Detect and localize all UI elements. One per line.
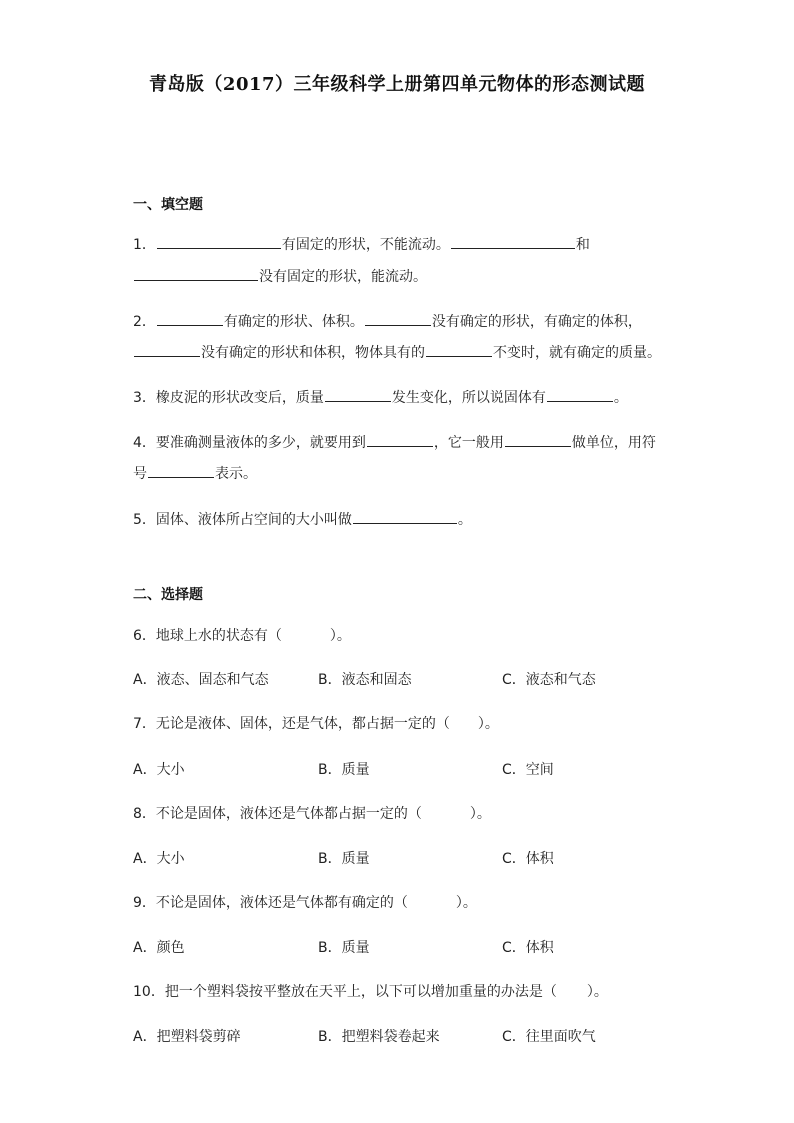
question-8-option-a[interactable]: A．大小 (133, 851, 185, 867)
question-10-option-c[interactable]: C．往里面吹气 (502, 1029, 596, 1045)
question-6-option-b[interactable]: B．液态和固态 (318, 672, 412, 688)
answer-blank[interactable] (365, 310, 431, 326)
question-2-number: 2． (133, 314, 156, 330)
answer-blank[interactable] (426, 341, 492, 357)
question-9-option-b[interactable]: B．质量 (318, 940, 370, 956)
question-6-option-a[interactable]: A．液态、固态和气态 (133, 672, 269, 688)
question-5 (133, 508, 472, 529)
question-7-option-c[interactable]: C．空间 (502, 762, 554, 778)
question-4-text: 表示。 (215, 466, 257, 482)
question-3-text: 发生变化，所以说固体有 (391, 390, 546, 406)
answer-blank[interactable] (353, 508, 457, 524)
question-4-text: 号 (133, 466, 147, 482)
question-10-stem (133, 981, 608, 1001)
question-2-line-2 (133, 341, 661, 362)
question-7-option-a[interactable]: A．大小 (133, 762, 185, 778)
question-3-text: 3．橡皮泥的形状改变后，质量 (133, 390, 324, 406)
answer-blank[interactable] (547, 386, 613, 402)
question-1-text: 和 (575, 237, 590, 253)
section-heading-choice: 二、选择题 (133, 587, 203, 603)
question-8-text: 8．不论是固体，液体还是气体都占据一定的（ (133, 806, 422, 822)
question-10-option-a[interactable]: A．把塑料袋剪碎 (133, 1029, 241, 1045)
question-8-text: ）。 (469, 806, 491, 822)
question-9-text: 9．不论是固体，液体还是气体都有确定的（ (133, 895, 408, 911)
question-3-text: 。 (613, 390, 628, 406)
question-2-text: 没有确定的形状，有确定的体积， (431, 314, 642, 330)
answer-blank[interactable] (148, 462, 214, 478)
question-6-option-c[interactable]: C．液态和气态 (502, 672, 596, 688)
question-4-text: 4．要准确测量液体的多少，就要用到 (133, 435, 366, 451)
answer-blank[interactable] (134, 341, 200, 357)
question-3 (133, 386, 628, 407)
question-1-text: 没有固定的形状，能流动。 (259, 269, 427, 285)
answer-blank[interactable] (505, 431, 571, 447)
question-9-text: ）。 (455, 895, 477, 911)
page-title: 青岛版（2017）三年级科学上册第四单元物体的形态测试题 (148, 74, 646, 95)
question-1-line-2 (133, 265, 427, 286)
question-8-option-b[interactable]: B．质量 (318, 851, 370, 867)
question-7-stem (133, 713, 499, 733)
question-9-option-a[interactable]: A．颜色 (133, 940, 185, 956)
question-1-text: 有固定的形状，不能流动。 (281, 237, 450, 253)
answer-blank[interactable] (157, 310, 223, 326)
question-8-stem (133, 803, 491, 823)
question-2-text: 不变时，就有确定的质量。 (493, 345, 661, 361)
question-4-line-1 (133, 431, 656, 452)
question-7-text: 7．无论是液体、固体，还是气体，都占据一定的（ (133, 716, 450, 732)
question-6-stem (133, 625, 351, 645)
answer-blank[interactable] (157, 233, 281, 249)
question-7-option-b[interactable]: B．质量 (318, 762, 370, 778)
question-10-text: 10．把一个塑料袋按平整放在天平上，以下可以增加重量的办法是（ (133, 984, 557, 1000)
question-2-line-1 (133, 310, 642, 331)
question-4-text: 做单位，用符 (571, 435, 656, 451)
question-1-number: 1． (133, 237, 156, 253)
answer-blank[interactable] (451, 233, 575, 249)
question-6-text: 6．地球上水的状态有（ (133, 628, 282, 644)
answer-blank[interactable] (367, 431, 433, 447)
question-4-text: ，它一般用 (433, 435, 504, 451)
answer-blank[interactable] (134, 265, 258, 281)
question-6-text: ）。 (329, 628, 351, 644)
question-2-text: 没有确定的形状和体积，物体具有的 (201, 345, 425, 361)
question-2-text: 有确定的形状、体积。 (223, 314, 364, 330)
question-7-text: ）。 (477, 716, 499, 732)
question-10-text: ）。 (586, 984, 608, 1000)
question-1-line-1 (133, 233, 590, 254)
section-heading-fill: 一、填空题 (133, 197, 203, 213)
question-5-text: 5．固体、液体所占空间的大小叫做 (133, 512, 352, 528)
answer-blank[interactable] (325, 386, 391, 402)
question-9-stem (133, 892, 477, 912)
question-5-text: 。 (457, 512, 472, 528)
question-8-option-c[interactable]: C．体积 (502, 851, 554, 867)
question-10-option-b[interactable]: B．把塑料袋卷起来 (318, 1029, 440, 1045)
question-9-option-c[interactable]: C．体积 (502, 940, 554, 956)
question-4-line-2 (133, 462, 257, 483)
